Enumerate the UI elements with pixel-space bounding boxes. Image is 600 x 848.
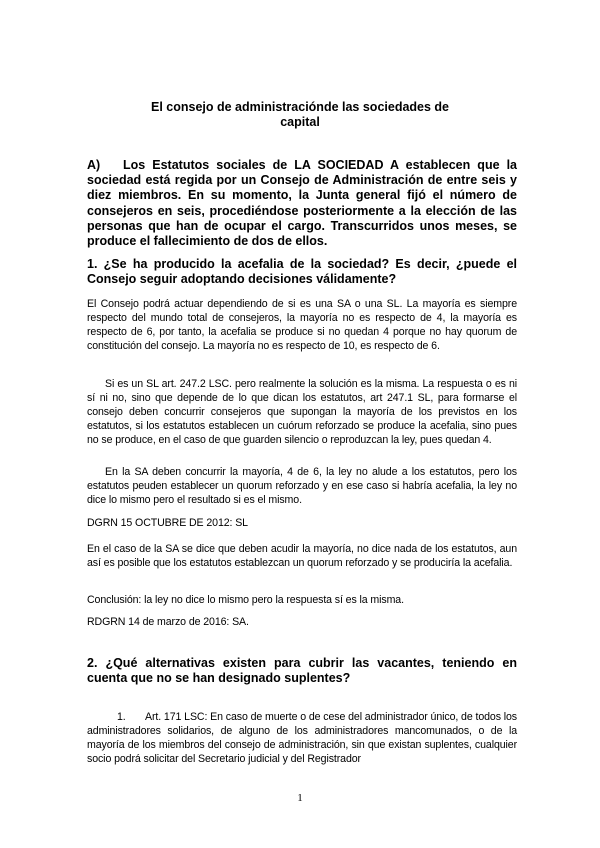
case-label: A): [87, 158, 101, 172]
document-title: El consejo de administraciónde las sociedades de capital: [150, 100, 450, 129]
page-number: 1: [297, 792, 303, 804]
list-item-number: 1.: [117, 711, 126, 723]
paragraph-4: DGRN 15 OCTUBRE DE 2012: SL: [87, 517, 248, 529]
paragraph-1: El Consejo podrá actuar dependiendo de si es una SA o una SL. La mayoría es siempre respecto del mundo total de consejeros, la mayoría no es respecto de 4, la mayoría es respecto de 6, por tanto, la acefalia se produce si no quedan 4 porque no hay quorum de constitución del consejo. La mayoría no es respecto de 10, es respecto de 6.: [87, 298, 517, 352]
paragraph-2: Si es un SL art. 247.2 LSC. pero realmente la solución es la misma. La respuesta o es ni sí ni no, sino que depende de lo que dican los estatutos, art 247.1 SL, para formarse el consejo deben concurrir consejeros que supongan la mayoría de los previstos en los estatutos, si los estatutos establecen un cuórum reforzado se produce la acefalia, sino pues no se produce, en el caso de que guarden silencio o reproduzcan la ley, pues quedan 4.: [87, 378, 517, 446]
case-text: Los Estatutos sociales de LA SOCIEDAD A establecen que la sociedad está regida por un Consejo de Administración de entre seis y diez miembros. En su momento, la Junta general fijó el número de consejeros en seis, procediéndose posteriormente a la elección de las personas que han de ocupar el cargo. Transcurridos unos meses, se produce el fallecimiento de dos de ellos.: [87, 158, 517, 249]
case-statement: [87, 158, 517, 249]
paragraph-7: RDGRN 14 de marzo de 2016: SA.: [87, 616, 249, 628]
paragraph-5: En el caso de la SA se dice que deben acudir la mayoría, no dice nada de los estatutos, aun así es posible que los estatutos establezcan un quorum reforzado y se produciría la acefalia.: [87, 543, 517, 569]
list-item-1: [87, 710, 517, 766]
list-item-text: Art. 171 LSC: En caso de muerte o de cese del administrador único, de todos los administradores solidarios, de alguno de los administradores mancomunados, o de la mayoría de los miembros del consejo de administración, sin que existan suplentes, cualquier socio podrá solicitar del Secretario judicial y del Registrador: [87, 711, 517, 765]
question-1: 1. ¿Se ha producido la acefalia de la sociedad? Es decir, ¿puede el Consejo seguir adoptando decisiones válidamente?: [87, 257, 517, 287]
question-2: 2. ¿Qué alternativas existen para cubrir las vacantes, teniendo en cuenta que no se han designado suplentes?: [87, 656, 517, 686]
paragraph-3: En la SA deben concurrir la mayoría, 4 de 6, la ley no alude a los estatutos, pero los estatutos peuden establecer un quorum reforzado y en ese caso si habría acefalia, la ley no dice lo mismo pero el resultado si es el mismo.: [87, 466, 517, 506]
paragraph-6: Conclusión: la ley no dice lo mismo pero la respuesta sí es la misma.: [87, 594, 404, 606]
